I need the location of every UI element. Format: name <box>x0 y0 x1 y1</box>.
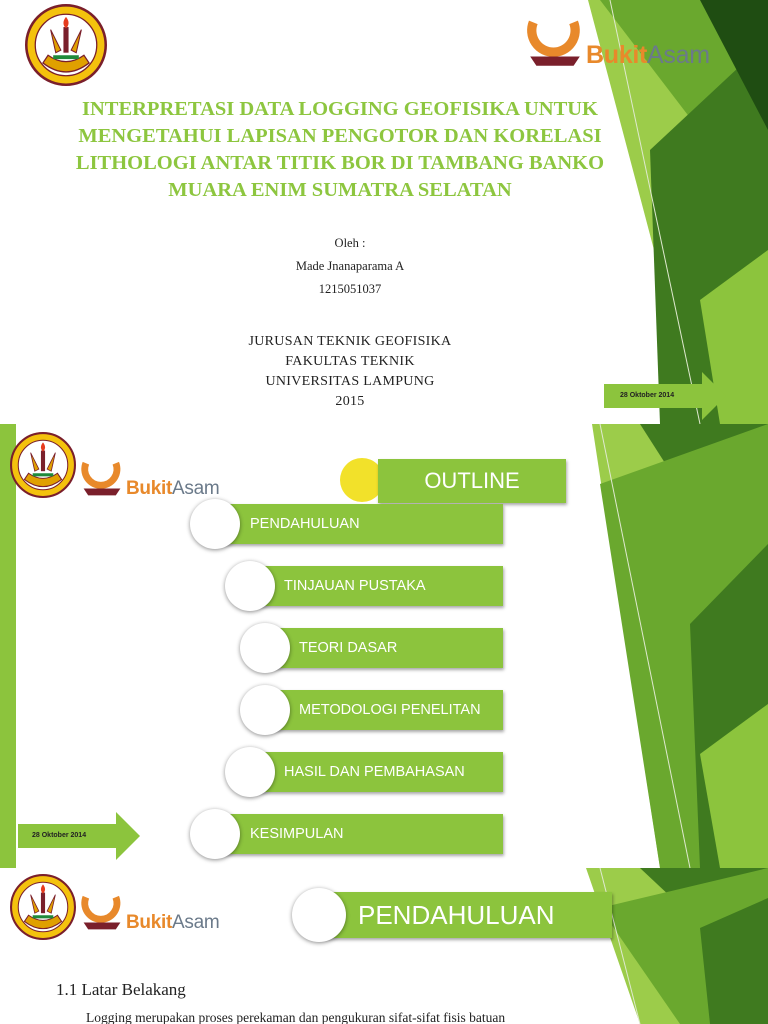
author-name: Made Jnanaparama A <box>295 259 405 273</box>
presentation-title <box>40 96 640 204</box>
outline-item-circle <box>240 685 290 735</box>
institution-line: JURUSAN TEKNIK GEOFISIKA <box>248 334 452 349</box>
section-heading-circle <box>292 888 346 942</box>
bukit-asam-logo <box>80 888 219 934</box>
outline-item-label: TEORI DASAR <box>265 628 503 668</box>
title-line: LITHOLOGI ANTAR TITIK BOR DI TAMBANG BANKO <box>75 152 605 174</box>
date-label: 28 Oktober 2014 <box>32 832 87 839</box>
outline-item-circle <box>240 623 290 673</box>
slide-title <box>0 0 768 424</box>
logo-asam-text: Asam <box>172 912 220 933</box>
slide-pendahuluan <box>0 868 768 1024</box>
title-line: MUARA ENIM SUMATRA SELATAN <box>168 179 512 201</box>
university-logo <box>22 4 110 91</box>
outline-item-circle <box>190 499 240 549</box>
logo-bukit-text: Bukit <box>126 912 173 933</box>
logo-asam-text: Asam <box>647 41 710 69</box>
bukit-asam-logo <box>526 10 710 72</box>
institution-line: FAKULTAS TEKNIK <box>285 354 415 369</box>
date-label: 28 Oktober 2014 <box>620 392 675 399</box>
outline-item-circle <box>190 809 240 859</box>
student-id: 1215051037 <box>318 282 382 296</box>
outline-item-label: HASIL DAN PEMBAHASAN <box>250 752 503 792</box>
logo-asam-text: Asam <box>172 478 220 499</box>
institution-block <box>200 332 500 412</box>
logo-bukit-text: Bukit <box>126 478 173 499</box>
logo-bukit-text: Bukit <box>586 41 648 69</box>
author-block <box>250 232 450 301</box>
outline-item-label: METODOLOGI PENELITAN <box>265 690 503 730</box>
outline-item-label: KESIMPULAN <box>210 814 503 854</box>
outline-item-label: PENDAHULUAN <box>210 504 503 544</box>
title-line: MENGETAHUI LAPISAN PENGOTOR DAN KORELASI <box>78 125 602 147</box>
outline-item-circle <box>225 561 275 611</box>
subheading: 1.1 Latar Belakang <box>56 980 186 999</box>
section-heading: PENDAHULUAN <box>318 892 612 938</box>
bukit-asam-logo <box>80 454 219 500</box>
institution-line: UNIVERSITAS LAMPUNG <box>265 374 435 389</box>
by-label: Oleh : <box>334 236 366 250</box>
university-logo <box>8 432 78 503</box>
slide-outline <box>0 424 768 868</box>
institution-line: 2015 <box>335 394 365 409</box>
outline-item-circle <box>225 747 275 797</box>
title-line: INTERPRETASI DATA LOGGING GEOFISIKA UNTUK <box>81 98 598 120</box>
body-text: Logging merupakan proses perekaman dan pengukuran sifat-sifat fisis batuan <box>86 1010 506 1024</box>
university-logo <box>8 874 78 945</box>
outline-item-label: TINJAUAN PUSTAKA <box>250 566 503 606</box>
outline-heading: OUTLINE <box>378 459 566 503</box>
